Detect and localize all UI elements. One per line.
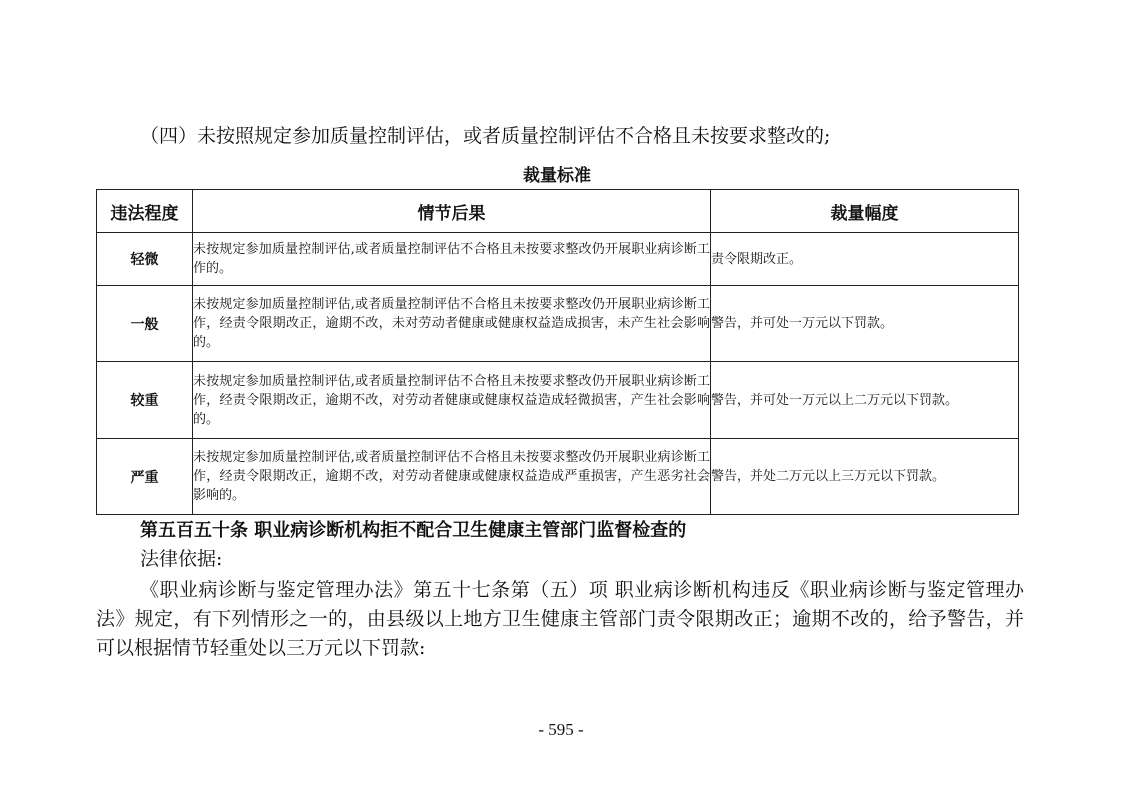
legal-basis-text: 《职业病诊断与鉴定管理办法》第五十七条第（五）项 职业病诊断机构违反《职业病诊断与鉴定管理办法》规定，有下列情形之一的，由县级以上地方卫生健康主管部门责令限期改正；逾期不改的，给予警告，并可以根据情节轻重处以三万元以下罚款: [96, 579, 1024, 659]
table-row [97, 362, 1019, 439]
table-row [97, 439, 1019, 515]
circumstance-cell: 未按规定参加质量控制评估,或者质量控制评估不合格且未按要求整改仍开展职业病诊断工作，经责令限期改正，逾期不改，未对劳动者健康或健康权益造成损害，未产生社会影响的。 [193, 286, 711, 362]
level-cell: 严重 [97, 439, 193, 515]
legal-basis-label: 法律依据: [140, 548, 223, 570]
discretion-standard-table [96, 189, 1019, 515]
level-cell: 较重 [97, 362, 193, 439]
article-heading: 第五百五十条 职业病诊断机构拒不配合卫生健康主管部门监督检查的 [140, 520, 687, 541]
range-cell: 警告，并可处一万元以上二万元以下罚款。 [711, 362, 1019, 439]
intro-clause: （四）未按照规定参加质量控制评估，或者质量控制评估不合格且未按要求整改的; [140, 125, 831, 147]
header-circumstance: 情节后果 [193, 190, 711, 233]
circumstance-cell: 未按规定参加质量控制评估,或者质量控制评估不合格且未按要求整改仍开展职业病诊断工作，经责令限期改正，逾期不改，对劳动者健康或健康权益造成严重损害，产生恶劣社会影响的。 [193, 439, 711, 515]
circumstance-cell: 未按规定参加质量控制评估,或者质量控制评估不合格且未按要求整改仍开展职业病诊断工作的。 [193, 233, 711, 286]
range-cell: 警告，并处二万元以上三万元以下罚款。 [711, 439, 1019, 515]
table-header-row [97, 190, 1019, 233]
header-level: 违法程度 [97, 190, 193, 233]
header-range: 裁量幅度 [711, 190, 1019, 233]
table-row [97, 286, 1019, 362]
range-cell: 警告，并可处一万元以下罚款。 [711, 286, 1019, 362]
level-cell: 轻微 [97, 233, 193, 286]
page-number: - 595 - [538, 720, 584, 739]
table-row [97, 233, 1019, 286]
range-cell: 责令限期改正。 [711, 233, 1019, 286]
table-caption: 裁量标准 [523, 166, 591, 186]
circumstance-cell: 未按规定参加质量控制评估,或者质量控制评估不合格且未按要求整改仍开展职业病诊断工作，经责令限期改正，逾期不改，对劳动者健康或健康权益造成轻微损害，产生社会影响的。 [193, 362, 711, 439]
level-cell: 一般 [97, 286, 193, 362]
